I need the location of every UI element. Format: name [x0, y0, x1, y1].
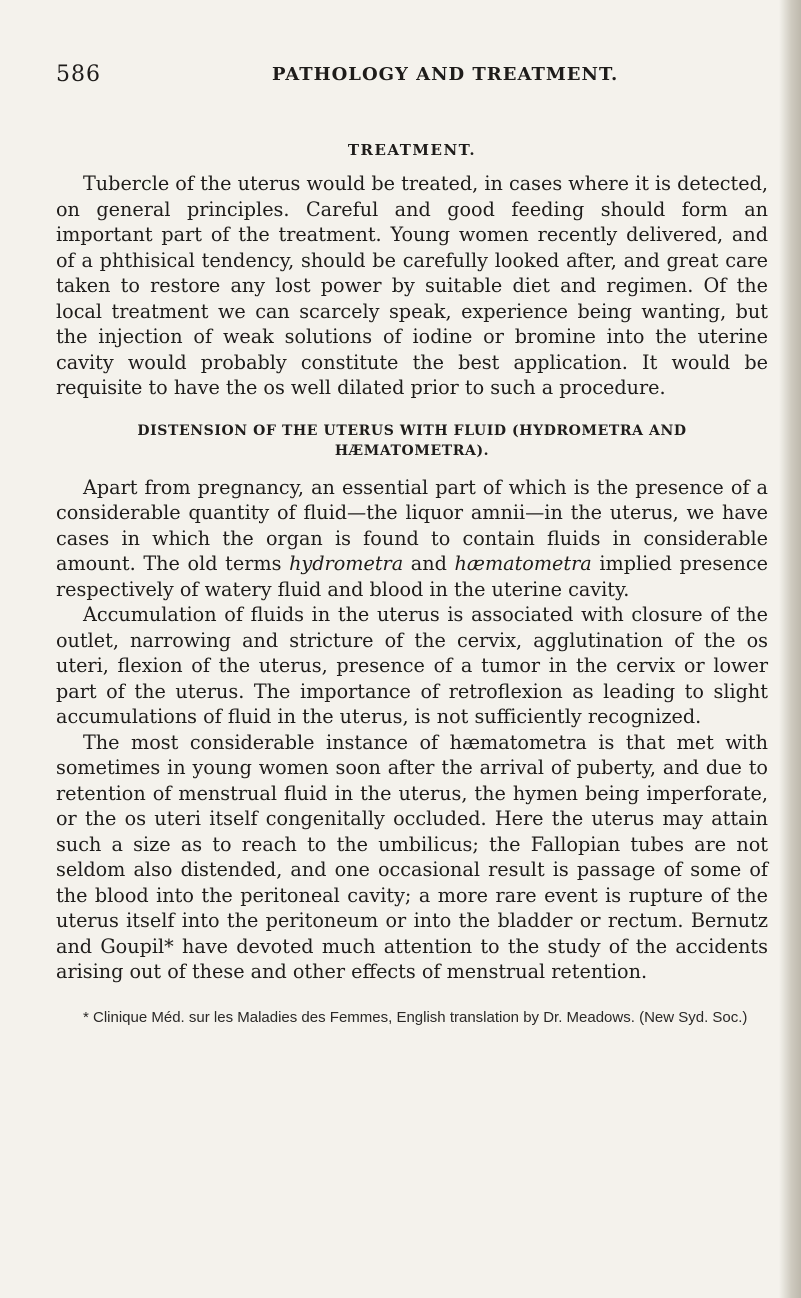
- term-hydrometra: hydrometra: [289, 552, 404, 575]
- p1-text-mid: and: [403, 552, 455, 575]
- term-haematometra: hæmatometra: [454, 552, 592, 575]
- footnote: * Clinique Méd. sur les Maladies des Femmes, English translation by Dr. Meadows. (New Syd. Soc.): [83, 1008, 748, 1026]
- p1-text-after: implied presence respectively of watery fluid and blood in the uterine cavity.: [56, 552, 769, 601]
- distension-heading-line2: HÆMATOMETRA).: [334, 442, 490, 459]
- distension-heading: [56, 421, 768, 461]
- distension-paragraph-3: The most considerable instance of hæmatometra is that met with sometimes in young women soon after the arrival of puberty, and due to retention of menstrual fluid in the uterus, the hymen being imperforate, or the os uteri itself congenitally occluded. Here the uterus may attain such a size as to reach to the umbilicus; the Fallopian tubes are not seldom also distended, and one occasional result is passage of some of the blood into the peritoneal cavity; a more rare event is rupture of the uterus itself into the peritoneum or into the bladder or rectum. Bernutz and Goupil* have devoted much attention to the study of the accidents arising out of these and other effects of menstrual retention.: [56, 730, 768, 983]
- book-page: [56, 62, 768, 1028]
- distension-paragraph-1: [56, 475, 768, 603]
- p1-text-before: Apart from pregnancy, an essential part of which is the presence of a considerable quantity of fluid—the liquor amnii—in the uterus, we have cases in which the organ is found to contain fluids in considerable amount. The old terms: [56, 475, 768, 575]
- page-number: 586: [56, 62, 101, 87]
- distension-paragraph-2: Accumulation of fluids in the uterus is associated with closure of the outlet, narrowing and stricture of the cervix, agglutination of the os uteri, flexion of the uterus, presence of a tumor in the cervix or lower part of the uterus. The importance of retroflexion as leading to slight accumulations of fluid in the uterus, is not sufficiently recognized.: [56, 603, 768, 728]
- running-title: PATHOLOGY AND TREATMENT.: [272, 64, 619, 85]
- running-head: [56, 62, 768, 94]
- treatment-paragraph: Tubercle of the uterus would be treated, in cases where it is detected, on general principles. Careful and good feeding should form an important part of the treatment. Young women recently delivered, and of a phthisical tendency, should be carefully looked after, and great care taken to restore any lost power by suitable diet and regimen. Of the local treatment we can scarcely speak, experience being wanting, but the injection of weak solutions of iodine or bromine into the uterine cavity would probably constitute the best application. It would be requisite to have the os well dilated prior to such a procedure.: [56, 172, 768, 399]
- distension-heading-line1: DISTENSION OF THE UTERUS WITH FLUID (HYDROMETRA AND: [137, 422, 687, 439]
- page-edge-shadow: [779, 0, 801, 1298]
- treatment-heading: TREATMENT.: [347, 141, 477, 159]
